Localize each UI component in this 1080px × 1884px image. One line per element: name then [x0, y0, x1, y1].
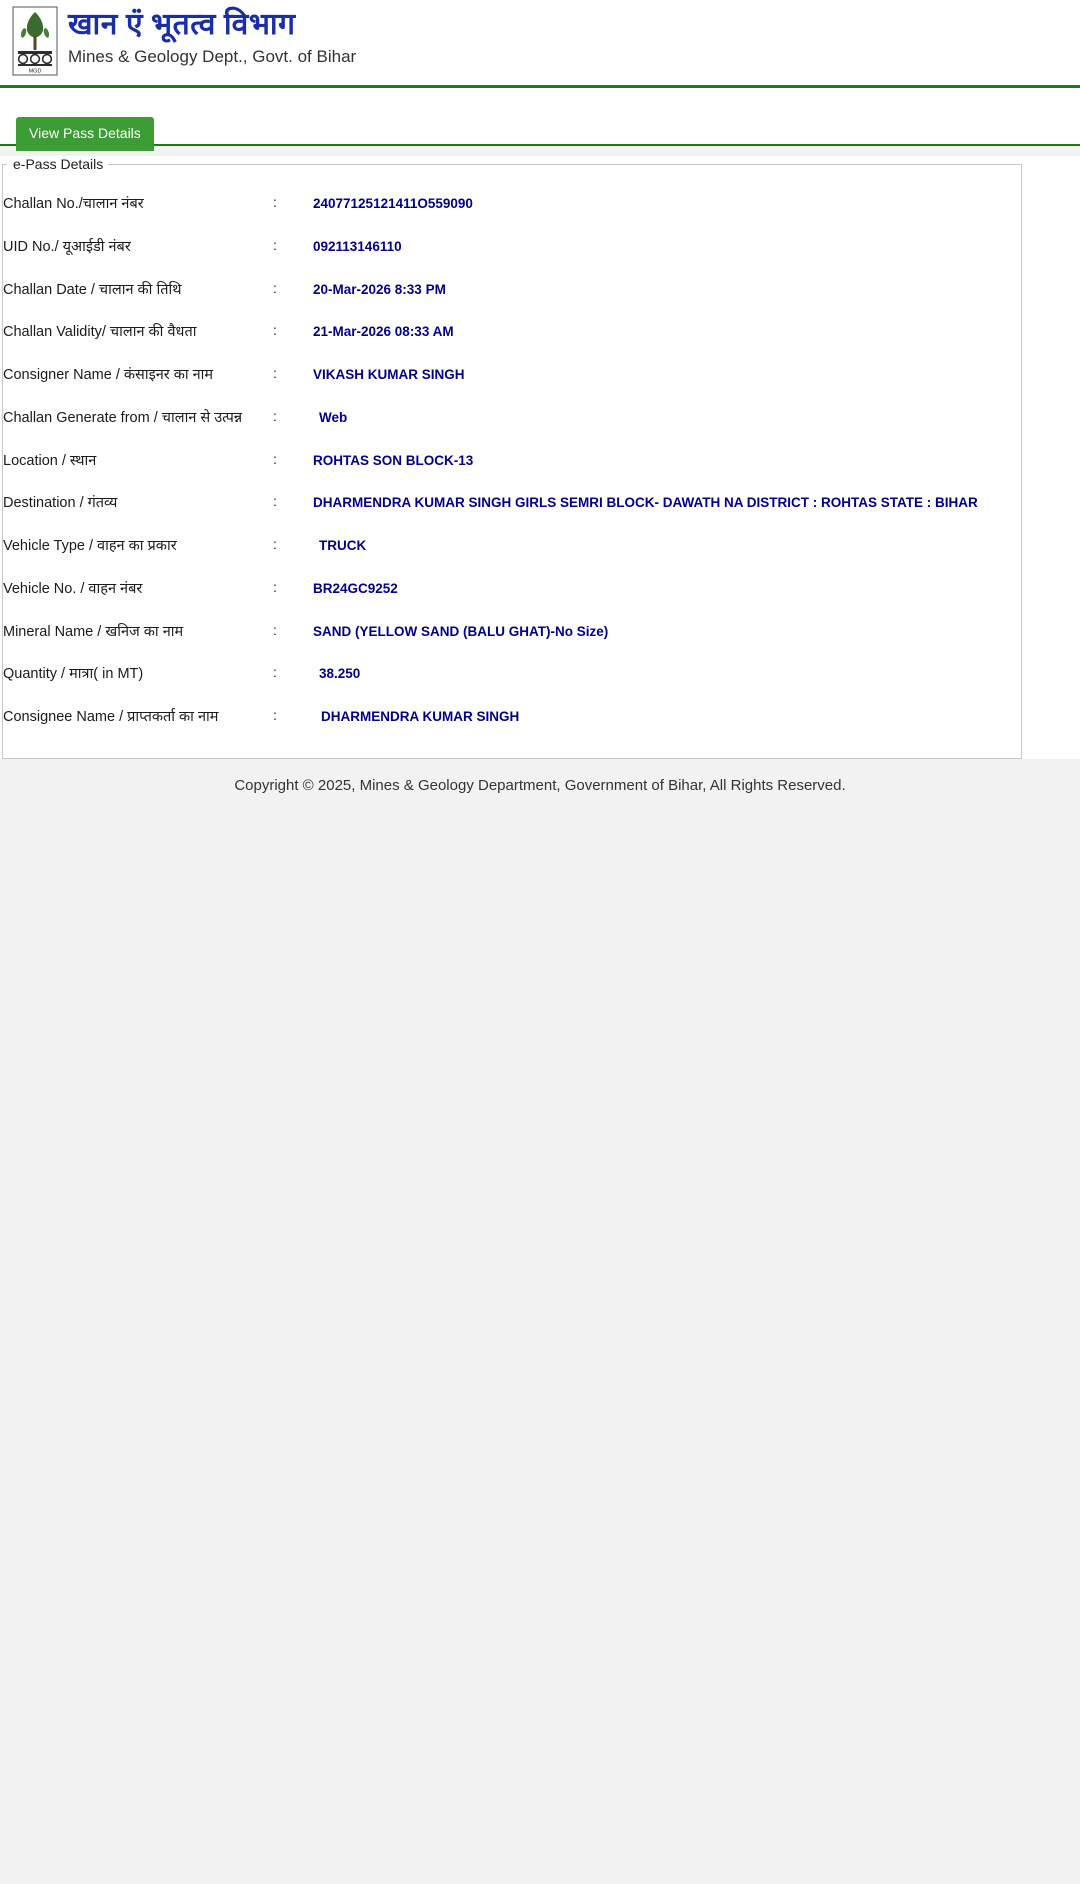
- row-colon: :: [273, 365, 277, 381]
- row-label: UID No./ यूआईडी नंबर: [3, 238, 131, 255]
- table-row: [3, 654, 1021, 697]
- tab-view-pass-details[interactable]: View Pass Details: [16, 117, 154, 151]
- table-row: [3, 441, 1021, 484]
- bihar-state-emblem-icon: [12, 6, 58, 76]
- row-value-challan-no: 24077125121411O559090: [313, 196, 473, 211]
- row-value-challan-date: 20-Mar-2026 8:33 PM: [313, 281, 446, 297]
- row-value-challan-generate-from: Web: [319, 409, 348, 425]
- row-colon: :: [273, 322, 277, 339]
- row-colon: :: [273, 236, 277, 253]
- row-value-mineral-name: SAND (YELLOW SAND (BALU GHAT)-No Size): [313, 623, 609, 639]
- row-colon: :: [273, 450, 277, 467]
- table-row: [3, 569, 1021, 612]
- row-label: Consigner Name / कंसाइनर का नाम: [3, 367, 214, 383]
- footer-copyright: Copyright © 2025, Mines & Geology Department, Government of Bihar, All Rights Reserved.: [0, 759, 1080, 804]
- tab-bar: [0, 88, 1080, 146]
- row-colon: :: [273, 407, 277, 424]
- row-value-destination: DHARMENDRA KUMAR SINGH GIRLS SEMRI BLOCK- DAWATH NA DISTRICT : ROHTAS STATE : BIHAR: [313, 495, 978, 511]
- content-area: [0, 156, 1080, 759]
- row-label: Challan Validity/ चालान की वैधता: [3, 324, 197, 341]
- row-colon: :: [273, 194, 277, 210]
- row-value-consignee-name: DHARMENDRA KUMAR SINGH: [321, 709, 520, 724]
- table-row: [3, 526, 1021, 569]
- row-value-consigner-name: VIKASH KUMAR SINGH: [313, 367, 465, 382]
- row-label: Location / स्थान: [3, 452, 97, 469]
- row-value-challan-validity: 21-Mar-2026 08:33 AM: [313, 324, 454, 340]
- row-label: Consignee Name / प्राप्तकर्ता का नाम: [3, 709, 219, 725]
- row-label: Quantity / मात्रा( in MT): [3, 666, 144, 683]
- brand-text: [68, 4, 356, 67]
- row-label: Destination / गंतव्य: [3, 495, 118, 512]
- row-label: Mineral Name / खनिज का नाम: [3, 623, 184, 640]
- table-row: [3, 697, 1021, 740]
- row-label: Vehicle No. / वाहन नंबर: [3, 580, 143, 597]
- row-colon: :: [273, 578, 277, 595]
- row-value-vehicle-no: BR24GC9252: [313, 580, 398, 596]
- table-row: [3, 184, 1021, 227]
- row-label: Vehicle Type / वाहन का प्रकार: [3, 538, 177, 554]
- table-row: [3, 483, 1021, 526]
- row-label: Challan Generate from / चालान से उत्पन्न: [3, 409, 243, 426]
- table-row: [3, 312, 1021, 355]
- row-colon: :: [273, 664, 277, 681]
- row-value-location: ROHTAS SON BLOCK-13: [313, 452, 474, 468]
- table-row: [3, 612, 1021, 655]
- page-filler: [0, 804, 1080, 1884]
- site-title-hindi: खान एंं भूतत्व विभाग: [68, 8, 296, 41]
- row-colon: :: [273, 493, 277, 510]
- epass-details-panel: [2, 156, 1022, 759]
- table-row: [3, 270, 1021, 313]
- panel-legend: e-Pass Details: [13, 156, 104, 172]
- row-value-vehicle-type: TRUCK: [319, 538, 367, 553]
- row-value-quantity: 38.250: [319, 666, 361, 682]
- site-title-english: Mines & Geology Dept., Govt. of Bihar: [68, 46, 357, 66]
- svg-text:MGD: MGD: [28, 68, 42, 75]
- site-header: [0, 0, 1080, 88]
- row-value-uid-no: 092113146110: [313, 238, 402, 254]
- table-row: [3, 355, 1021, 398]
- row-colon: :: [273, 621, 277, 638]
- table-row: [3, 227, 1021, 270]
- row-colon: :: [273, 536, 277, 552]
- row-label: Challan No./चालान नंबर: [3, 196, 144, 212]
- row-colon: :: [273, 279, 277, 296]
- table-row: [3, 398, 1021, 441]
- epass-details-table: [3, 184, 1021, 740]
- row-colon: :: [273, 707, 277, 723]
- row-label: Challan Date / चालान की तिथि: [3, 281, 182, 298]
